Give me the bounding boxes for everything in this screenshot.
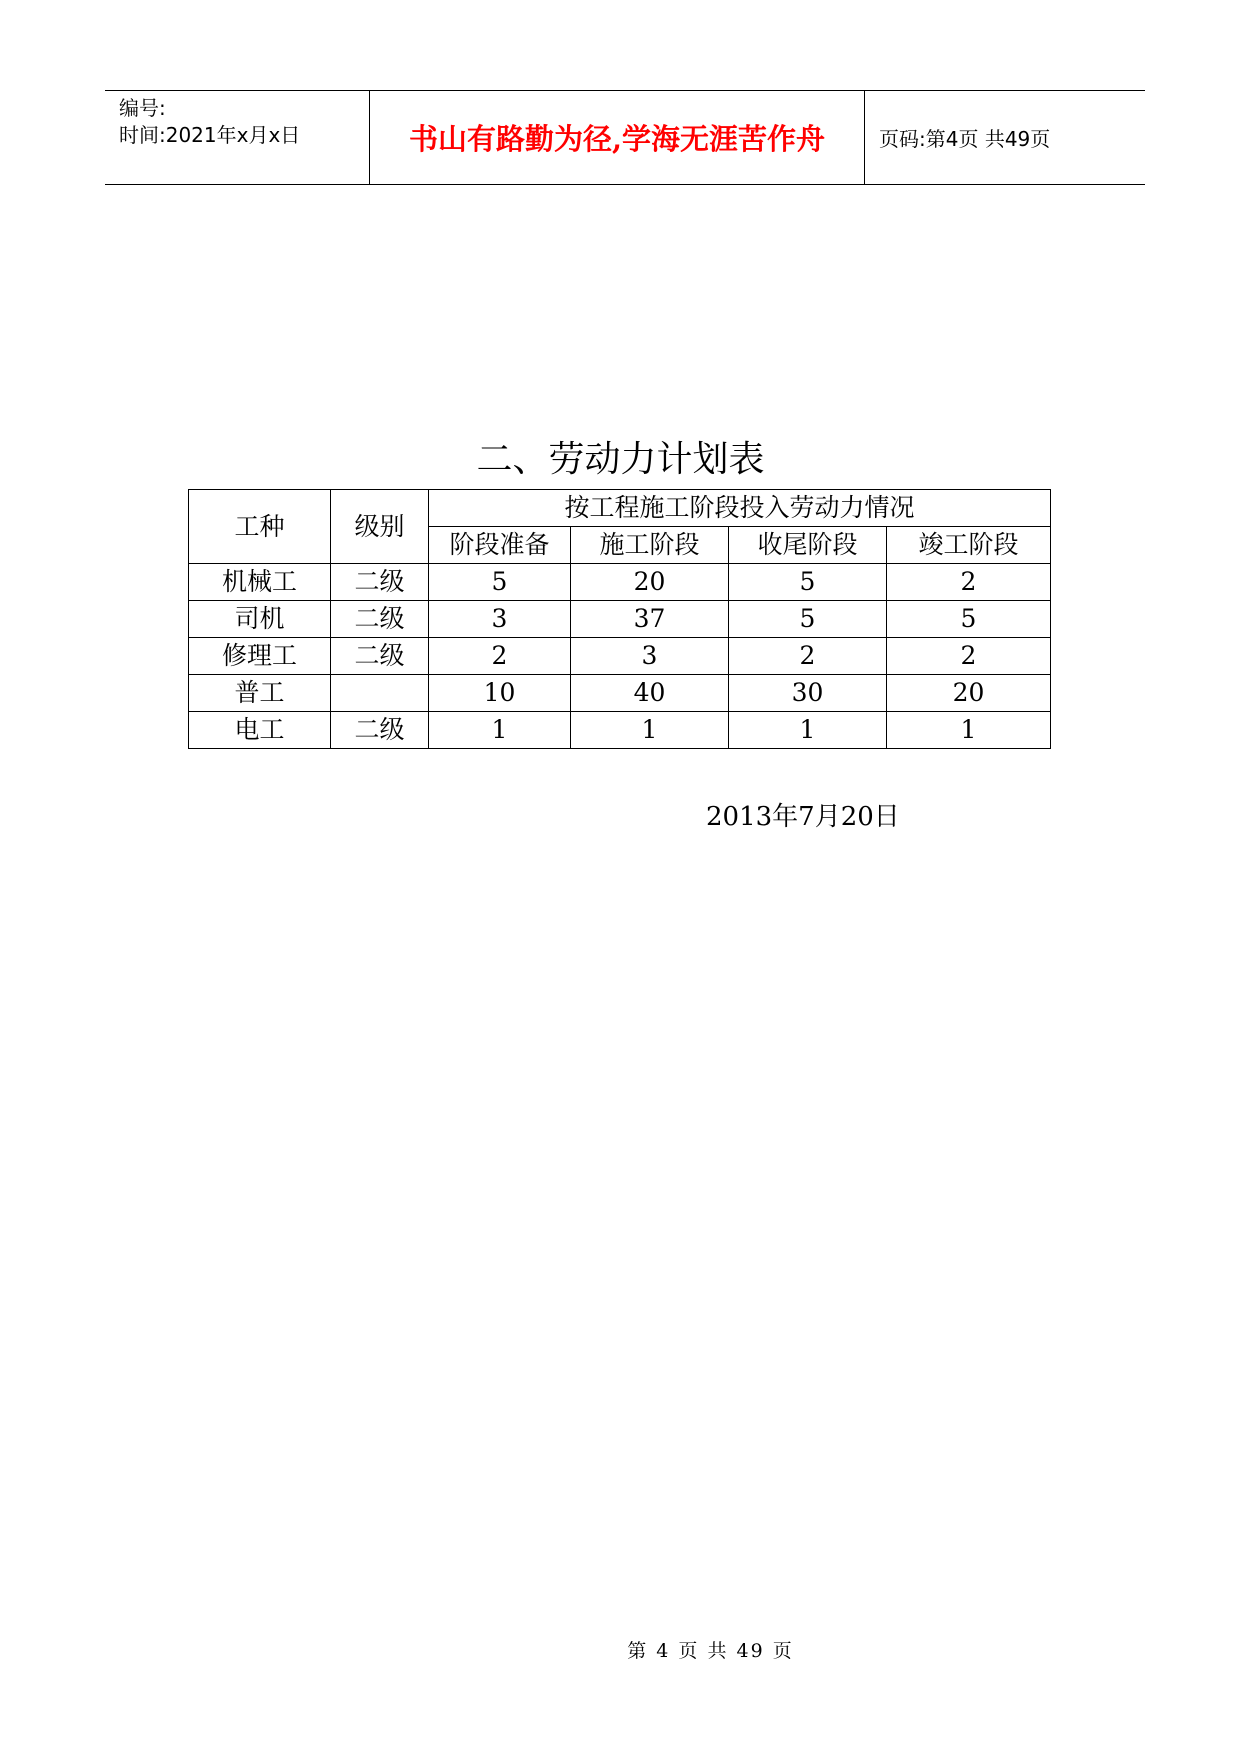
page-footer: 第 4 页 共 49 页 — [627, 1640, 794, 1662]
table-header-row — [189, 490, 1051, 527]
table-row — [189, 601, 1051, 638]
cell-value: 30 — [729, 675, 887, 712]
labor-plan-table — [188, 489, 1051, 749]
header-cell-stage: 施工阶段 — [571, 527, 729, 564]
cell-level: 二级 — [331, 564, 429, 601]
header-cell-type: 工种 — [189, 490, 331, 564]
cell-value: 2 — [429, 638, 571, 675]
cell-value: 2 — [887, 638, 1051, 675]
cell-type: 普工 — [189, 675, 331, 712]
cell-value: 5 — [887, 601, 1051, 638]
page-info-text: 页码:第4页 共49页 — [879, 127, 1051, 151]
table-row — [189, 638, 1051, 675]
page-title: 二、劳动力计划表 — [476, 439, 765, 480]
cell-value: 5 — [729, 601, 887, 638]
header-motto: 书山有路勤为径,学海无涯苦作舟 — [370, 91, 865, 184]
cell-value: 2 — [729, 638, 887, 675]
cell-value: 10 — [429, 675, 571, 712]
header-cell-stage: 竣工阶段 — [887, 527, 1051, 564]
cell-type: 司机 — [189, 601, 331, 638]
header-cell-stage: 阶段准备 — [429, 527, 571, 564]
cell-value: 3 — [429, 601, 571, 638]
cell-value: 20 — [887, 675, 1051, 712]
cell-value: 37 — [571, 601, 729, 638]
cell-value: 5 — [429, 564, 571, 601]
header-cell-group: 按工程施工阶段投入劳动力情况 — [429, 490, 1051, 527]
cell-level: 二级 — [331, 712, 429, 749]
cell-value: 2 — [887, 564, 1051, 601]
cell-type: 修理工 — [189, 638, 331, 675]
cell-value: 1 — [729, 712, 887, 749]
cell-type: 电工 — [189, 712, 331, 749]
document-number-label: 编号: — [119, 96, 166, 120]
document-time-label: 时间:2021年x月x日 — [119, 123, 301, 147]
table-row — [189, 712, 1051, 749]
cell-level — [331, 675, 429, 712]
header-page-info — [865, 91, 1145, 184]
header-meta — [105, 91, 370, 184]
header-cell-stage: 收尾阶段 — [729, 527, 887, 564]
table-row — [189, 675, 1051, 712]
cell-value: 5 — [729, 564, 887, 601]
cell-level: 二级 — [331, 638, 429, 675]
table-row — [189, 564, 1051, 601]
document-date: 2013年7月20日 — [706, 802, 900, 832]
cell-value: 40 — [571, 675, 729, 712]
cell-type: 机械工 — [189, 564, 331, 601]
cell-value: 3 — [571, 638, 729, 675]
header-cell-level: 级别 — [331, 490, 429, 564]
page-header — [105, 90, 1145, 185]
cell-value: 1 — [887, 712, 1051, 749]
cell-value: 1 — [429, 712, 571, 749]
cell-level: 二级 — [331, 601, 429, 638]
cell-value: 20 — [571, 564, 729, 601]
cell-value: 1 — [571, 712, 729, 749]
